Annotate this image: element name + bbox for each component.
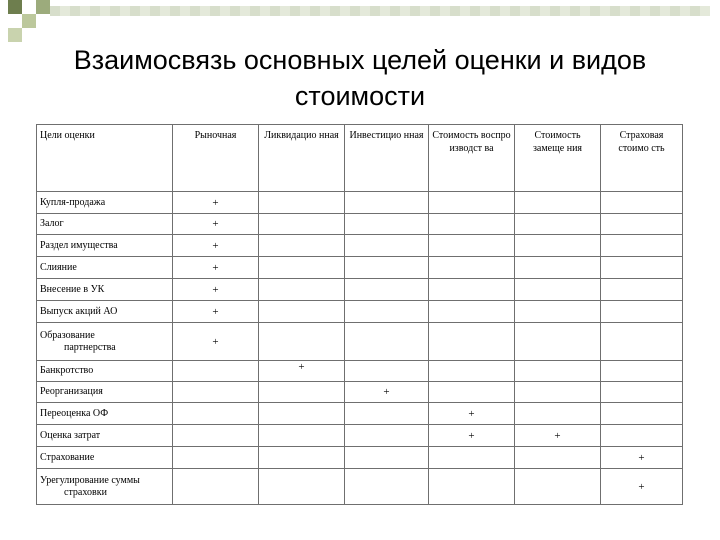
row-goal bbox=[37, 323, 173, 361]
mark-cell bbox=[429, 323, 515, 361]
mark-cell: + bbox=[173, 301, 259, 323]
mark-cell bbox=[173, 469, 259, 505]
mark-cell bbox=[601, 403, 683, 425]
table-row bbox=[37, 403, 683, 425]
row-goal: Раздел имущества bbox=[37, 235, 173, 257]
mark-cell bbox=[345, 323, 429, 361]
row-goal: Реорганизация bbox=[37, 382, 173, 403]
mark-cell bbox=[345, 403, 429, 425]
mark-cell bbox=[345, 447, 429, 469]
table-row bbox=[37, 323, 683, 361]
mark-cell: + bbox=[173, 257, 259, 279]
header-market: Рыночная bbox=[173, 125, 259, 192]
mark-cell: + bbox=[173, 214, 259, 235]
table-row bbox=[37, 425, 683, 447]
mark-cell bbox=[345, 214, 429, 235]
mark-cell bbox=[429, 469, 515, 505]
table-row bbox=[37, 214, 683, 235]
mark-cell bbox=[515, 257, 601, 279]
mark-cell bbox=[429, 361, 515, 382]
table-row bbox=[37, 257, 683, 279]
mark-cell bbox=[601, 192, 683, 214]
mark-cell: + bbox=[429, 403, 515, 425]
row-goal-line: страховки bbox=[64, 487, 107, 498]
mark-cell bbox=[259, 403, 345, 425]
mark-cell bbox=[173, 425, 259, 447]
mark-cell bbox=[429, 235, 515, 257]
table-row bbox=[37, 469, 683, 505]
table-row bbox=[37, 382, 683, 403]
row-goal: Выпуск акций АО bbox=[37, 301, 173, 323]
mark-cell bbox=[515, 214, 601, 235]
table-row bbox=[37, 235, 683, 257]
mark-cell bbox=[345, 361, 429, 382]
mark-cell bbox=[515, 235, 601, 257]
mark-cell bbox=[601, 301, 683, 323]
table-row bbox=[37, 301, 683, 323]
row-goal bbox=[37, 469, 173, 505]
mark-cell bbox=[515, 447, 601, 469]
goals-value-types-table bbox=[36, 124, 683, 505]
mark-cell bbox=[259, 301, 345, 323]
mark-cell bbox=[515, 469, 601, 505]
table-row bbox=[37, 447, 683, 469]
header-replacement: Стоимость замеще ния bbox=[515, 125, 601, 192]
mark-cell bbox=[345, 279, 429, 301]
mark-cell bbox=[259, 257, 345, 279]
mark-cell bbox=[345, 425, 429, 447]
mark-cell bbox=[515, 301, 601, 323]
header-insurance: Страховая стоимо сть bbox=[601, 125, 683, 192]
row-goal: Переоценка ОФ bbox=[37, 403, 173, 425]
mark-cell bbox=[601, 235, 683, 257]
mark-cell bbox=[259, 425, 345, 447]
mark-cell bbox=[601, 257, 683, 279]
mark-cell bbox=[601, 214, 683, 235]
mark-cell bbox=[429, 214, 515, 235]
row-goal-line: Урегулирование суммы bbox=[40, 475, 140, 486]
header-liquidation: Ликвидацио нная bbox=[259, 125, 345, 192]
mark-cell bbox=[601, 382, 683, 403]
row-goal-line: Образование bbox=[40, 330, 95, 341]
mark-cell bbox=[259, 469, 345, 505]
table-row bbox=[37, 279, 683, 301]
mark-cell: + bbox=[173, 192, 259, 214]
mark-cell bbox=[345, 192, 429, 214]
header-investment: Инвестицио нная bbox=[345, 125, 429, 192]
table-row bbox=[37, 192, 683, 214]
mark-cell bbox=[601, 361, 683, 382]
mark-cell bbox=[345, 469, 429, 505]
mark-cell bbox=[429, 447, 515, 469]
mark-cell bbox=[515, 323, 601, 361]
mark-cell bbox=[173, 447, 259, 469]
mark-cell bbox=[259, 214, 345, 235]
mark-cell bbox=[429, 279, 515, 301]
row-goal: Оценка затрат bbox=[37, 425, 173, 447]
header-goals: Цели оценки bbox=[37, 125, 173, 192]
row-goal: Залог bbox=[37, 214, 173, 235]
mark-cell bbox=[173, 361, 259, 382]
header-reproduction: Стоимость воспро изводст ва bbox=[429, 125, 515, 192]
mark-cell bbox=[429, 257, 515, 279]
slide-title: Взаимосвязь основных целей оценки и видов стоимости bbox=[73, 45, 647, 111]
table-header-row bbox=[37, 125, 683, 192]
mark-cell bbox=[345, 257, 429, 279]
mark-cell: + bbox=[601, 469, 683, 505]
mark-cell: + bbox=[173, 235, 259, 257]
mark-cell bbox=[515, 361, 601, 382]
row-goal: Внесение в УК bbox=[37, 279, 173, 301]
mark-cell: + bbox=[173, 279, 259, 301]
mark-cell: + bbox=[515, 425, 601, 447]
row-goal: Купля-продажа bbox=[37, 192, 173, 214]
mark-cell bbox=[259, 279, 345, 301]
mark-cell bbox=[259, 447, 345, 469]
mark-cell: + bbox=[345, 382, 429, 403]
row-goal: Банкротство bbox=[37, 361, 173, 382]
mark-cell bbox=[515, 192, 601, 214]
mark-cell bbox=[173, 403, 259, 425]
table-row bbox=[37, 361, 683, 382]
mark-cell bbox=[429, 301, 515, 323]
mark-cell bbox=[429, 382, 515, 403]
mark-cell bbox=[259, 382, 345, 403]
decorative-squares bbox=[0, 0, 720, 48]
mark-cell: + bbox=[429, 425, 515, 447]
mark-cell bbox=[259, 192, 345, 214]
mark-cell bbox=[259, 235, 345, 257]
mark-cell bbox=[345, 235, 429, 257]
row-goal: Слияние bbox=[37, 257, 173, 279]
row-goal: Страхование bbox=[37, 447, 173, 469]
mark-cell bbox=[259, 323, 345, 361]
mark-cell: + bbox=[173, 323, 259, 361]
mark-cell: + bbox=[259, 361, 345, 382]
mark-cell bbox=[601, 425, 683, 447]
mark-cell bbox=[515, 279, 601, 301]
mark-cell bbox=[345, 301, 429, 323]
mark-cell bbox=[515, 403, 601, 425]
mark-cell bbox=[601, 279, 683, 301]
row-goal-line: партнерства bbox=[64, 342, 116, 353]
mark-cell bbox=[173, 382, 259, 403]
mark-cell bbox=[429, 192, 515, 214]
mark-cell: + bbox=[601, 447, 683, 469]
mark-cell bbox=[515, 382, 601, 403]
mark-cell bbox=[601, 323, 683, 361]
